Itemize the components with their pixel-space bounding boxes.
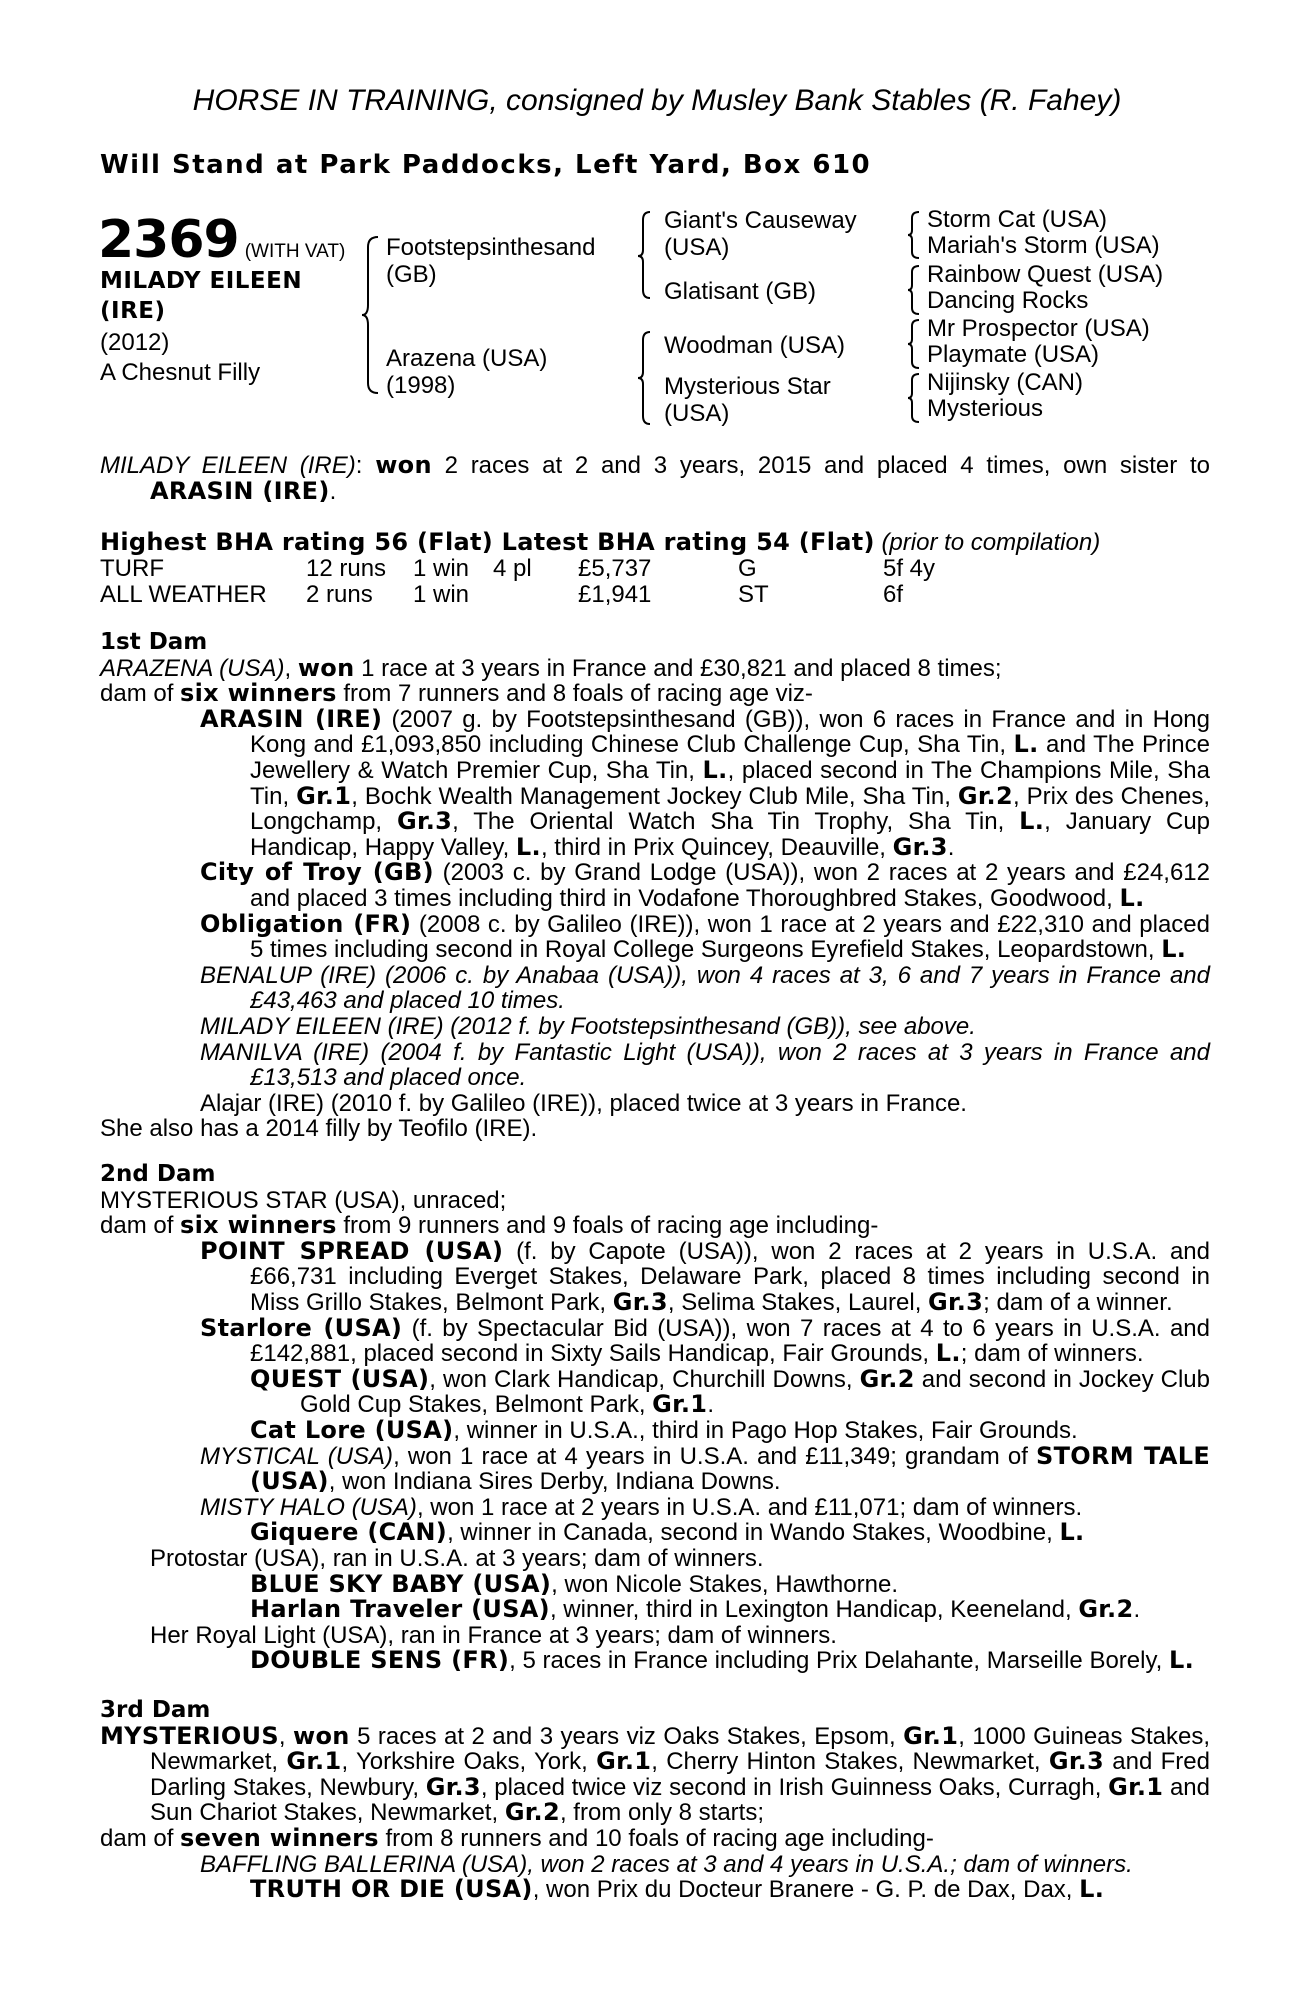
produce-her-royal-light: Her Royal Light (USA), ran in France at 3 years; dam of winners. (150, 1621, 837, 1649)
produce-blue-sky-baby: BLUE SKY BABY (USA), won Nicole Stakes, Hawthorne. (250, 1569, 898, 1598)
produce-alajar: Alajar (IRE) (2010 f. by Galileo (IRE)), placed twice at 3 years in France. (200, 1089, 967, 1117)
pedigree-gen3-2: Rainbow Quest (USA) (927, 261, 1164, 288)
third-dam-heading: 3rd Dam (100, 1697, 211, 1723)
pedigree-sire-dam: Glatisant (GB) (664, 278, 817, 305)
produce-manilva: MANILVA (IRE) (2004 f. by Fantastic Light (USA)), won 2 races at 3 years in France and £13,513 and placed once. (200, 1038, 1210, 1092)
lot-block (98, 210, 345, 270)
produce-protostar: Protostar (USA), ran in U.S.A. at 3 years; dam of winners. (150, 1544, 764, 1572)
produce-quest: QUEST (USA), won Clark Handicap, Churchill Downs, Gr.2 and second in Jockey Club Gold Cup Stakes, Belmont Park, Gr.1. (250, 1364, 1210, 1419)
ratings-row-turf: TURF 12 runs 1 win 4 pl £5,737 G 5f 4y (100, 554, 936, 582)
vat-note: (WITH VAT) (244, 241, 346, 262)
pedigree-brace-main (360, 235, 384, 395)
stand-location: Will Stand at Park Paddocks, Left Yard, Box 610 (100, 150, 872, 180)
produce-benalup: BENALUP (IRE) (2006 c. by Anabaa (USA)), won 4 races at 3, 6 and 7 years in France and £43,463 and placed 10 times. (200, 961, 1210, 1015)
produce-harlan-traveler: Harlan Traveler (USA), winner, third in Lexington Handicap, Keeneland, Gr.2. (250, 1595, 1141, 1624)
pedigree-gen3-5: Playmate (USA) (927, 341, 1100, 368)
produce-double-sens: DOUBLE SENS (FR), 5 races in France including Prix Delahante, Marseille Borely, L. (250, 1646, 1195, 1675)
produce-arasin: ARASIN (IRE) (2007 g. by Footstepsinthesand (GB)), won 6 races in France and in Hong Kong and £1,093,850 including Chinese Club Challenge Cup, Sha Tin, L. and The Prince Jewellery & Watch Premier Cup, Sha Tin, L., placed second in The Champions Mile, Sha Tin, Gr.1, Bochk Wealth Management Jockey Club Mile, Sha Tin, Gr.2, Prix des Chenes, Longchamp, Gr.3, The Oriental Watch Sha Tin Trophy, Sha Tin, L., January Cup Handicap, Happy Valley, L., third in Prix Quincey, Deauville, Gr.3. (200, 704, 1211, 861)
second-dam-section: 2nd Dam MYSTERIOUS STAR (USA), unraced; dam of six winners from 9 runners and 9 foals of racing age including- POINT SPREAD (USA) (f. by Capote (USA)), won 2 races at 2 years in U.S.A. and £66,731 including Everget Stakes, Delaware Park, placed 8 times including second in Miss Grillo Stakes, Belmont Park, Gr.3, Selima Stakes, Laurel, Gr.3; dam of a winner. Starlore (USA) (f. by Spectacular Bid (USA)), won 7 races at 4 to 6 years in U.S.A. and £142,881, placed second in Sixty Sails Handicap, Fair Grounds, L.; dam of winners. QUEST (USA), won Clark Handicap, Churchill Downs, Gr.2 and second in Jockey Club Gold Cup Stakes, Belmont Park, Gr.1. Cat Lore (USA), winner in U.S.A., third in Pago Hop Stakes, Fair Grounds. MYSTICAL (USA), won 1 race at 4 years in U.S.A. and £11,349; grandam of STORM TALE (USA), won Indiana Sires Derby, Indiana Downs. MISTY HALO (USA), won 1 race at 2 years in U.S.A. and £11,071; dam of winners. Giquere (CAN), winner in Canada, second in Wando Stakes, Woodbine, L. Protostar (USA), ran in U.S.A. at 3 years; dam of winners. BLUE SKY BABY (USA), won Nicole Stakes, Hawthorne. Harlan Traveler (USA), winner, third in Lexington Handicap, Keeneland, Gr.2. Her Royal Light (USA), ran in France at 3 years; dam of winners. DOUBLE SENS (FR), 5 races in France including Prix Delahante, Marseille Borely, L. (100, 1161, 1211, 1675)
ratings-block (100, 530, 1210, 608)
pedigree-gen3-7: Mysterious (927, 395, 1044, 422)
first-dam-heading: 1st Dam (100, 629, 208, 655)
lot-number: 2369 (98, 210, 239, 270)
pedigree-dam: Arazena (USA) (1998) (386, 345, 548, 399)
produce-mystical: MYSTICAL (USA), won 1 race at 4 years in U.S.A. and £11,349; grandam of STORM TALE (USA), won Indiana Sires Derby, Indiana Downs. (200, 1441, 1211, 1496)
ratings-note: (prior to compilation) (881, 529, 1101, 556)
pedigree-gen3-0: Storm Cat (USA) (927, 206, 1108, 233)
pedigree-brace-g3-1 (907, 210, 921, 260)
second-dam-heading: 2nd Dam (100, 1161, 216, 1187)
produce-baffling-ballerina: BAFFLING BALLERINA (USA), won 2 races at 3 and 4 years in U.S.A.; dam of winners. (200, 1850, 1133, 1878)
produce-milady: MILADY EILEEN (IRE) (2012 f. by Footstepsinthesand (GB)), see above. (200, 1012, 976, 1040)
first-dam-section: 1st Dam ARAZENA (USA), won 1 race at 3 years in France and £30,821 and placed 8 times; dam of six winners from 7 runners and 8 foals of racing age viz- ARASIN (IRE) (2007 g. by Footstepsinthesand (GB)), won 6 races in France and in Hong Kong and £1,093,850 including Chinese Club Challenge Cup, Sha Tin, L. and The Prince Jewellery & Watch Premier Cup, Sha Tin, L., placed second in The Champions Mile, Sha Tin, Gr.1, Bochk Wealth Management Jockey Club Mile, Sha Tin, Gr.2, Prix des Chenes, Longchamp, Gr.3, The Oriental Watch Sha Tin Trophy, Sha Tin, L., January Cup Handicap, Happy Valley, L., third in Prix Quincey, Deauville, Gr.3. City of Troy (GB) (2003 c. by Grand Lodge (USA)), won 2 races at 2 years and £24,612 and placed 3 times including third in Vodafone Thoroughbred Stakes, Goodwood, L. Obligation (FR) (2008 c. by Galileo (IRE)), won 1 race at 2 years and £22,310 and placed 5 times including second in Royal College Surgeons Eyrefield Stakes, Leopardstown, L. BENALUP (IRE) (2006 c. by Anabaa (USA)), won 4 races at 3, 6 and 7 years in France and £43,463 and placed 10 times. MILADY EILEEN (IRE) (2012 f. by Footstepsinthesand (GB)), see above. MANILVA (IRE) (2004 f. by Fantastic Light (USA)), won 2 races at 3 years in France and £13,513 and placed once. Alajar (IRE) (2010 f. by Galileo (IRE)), placed twice at 3 years in France. She also has a 2014 filly by Teofilo (IRE). (100, 629, 1211, 1143)
pedigree-gen3-4: Mr Prospector (USA) (927, 315, 1150, 342)
pedigree-brace-g3-3 (907, 318, 921, 370)
pedigree-brace-sire (636, 210, 654, 300)
ratings-table (100, 556, 935, 608)
produce-note: She also has a 2014 filly by Teofilo (IRE). (100, 1115, 538, 1143)
pedigree-sire: Footstepsinthesand (GB) (386, 234, 596, 288)
ratings-heading: Highest BHA rating 56 (Flat) Latest BHA rating 54 (Flat) (100, 528, 875, 556)
produce-starlore: Starlore (USA) (f. by Spectacular Bid (USA)), won 7 races at 4 to 6 years in U.S.A. and £142,881, placed second in Sixty Sails Handicap, Fair Grounds, L.; dam of winners. (200, 1313, 1210, 1368)
produce-obligation: Obligation (FR) (2008 c. by Galileo (IRE)), won 1 race at 2 years and £22,310 and placed 5 times including second in Royal College Surgeons Eyrefield Stakes, Leopardstown, L. (200, 909, 1211, 964)
produce-cat-lore: Cat Lore (USA), winner in U.S.A., third in Pago Hop Stakes, Fair Grounds. (250, 1415, 1078, 1444)
pedigree-gen3-6: Nijinsky (CAN) (927, 369, 1083, 396)
page-header: HORSE IN TRAINING, consigned by Musley Bank Stables (R. Fahey) (192, 84, 1122, 117)
pedigree-brace-dam (636, 330, 654, 426)
pedigree-brace-g3-2 (907, 264, 921, 316)
produce-city-of-troy: City of Troy (GB) (2003 c. by Grand Lodge (USA)), won 2 races at 2 years and £24,612 and placed 3 times including third in Vodafone Thoroughbred Stakes, Goodwood, L. (200, 858, 1211, 912)
horse-info (100, 328, 260, 388)
produce-misty-halo: MISTY HALO (USA), won 1 race at 2 years in U.S.A. and £11,071; dam of winners. (200, 1493, 1083, 1521)
pedigree-gen3-1: Mariah's Storm (USA) (927, 232, 1160, 259)
third-dam-record: MYSTERIOUS, won 5 races at 2 and 3 years viz Oaks Stakes, Epsom, Gr.1, 1000 Guineas Stakes, Newmarket, Gr.1, Yorkshire Oaks, York, Gr.1, Cherry Hinton Stakes, Newmarket, Gr.3 and Fred Darling Stakes, Newbury, Gr.3, placed twice viz second in Irish Guinness Oaks, Curragh, Gr.1 and Sun Chariot Stakes, Newmarket, Gr.2, from only 8 starts; (100, 1721, 1210, 1827)
pedigree-dam-dam: Mysterious Star (USA) (664, 373, 831, 427)
pedigree-dam-sire: Woodman (USA) (664, 332, 845, 359)
foaling-year: (2012) (100, 329, 170, 356)
horse-description: A Chesnut Filly (100, 359, 261, 386)
horse-name: MILADY EILEEN (IRE) (100, 268, 303, 324)
ratings-row-aw: ALL WEATHER 2 runs 1 win £1,941 ST 6f (100, 580, 904, 608)
pedigree-sire-sire: Giant's Causeway (USA) (664, 207, 857, 261)
third-dam-section: 3rd Dam MYSTERIOUS, won 5 races at 2 and 3 years viz Oaks Stakes, Epsom, Gr.1, 1000 Guineas Stakes, Newmarket, Gr.1, Yorkshire Oaks, York, Gr.1, Cherry Hinton Stakes, Newmarket, Gr.3 and Fred Darling Stakes, Newbury, Gr.3, placed twice viz second in Irish Guinness Oaks, Curragh, Gr.1 and Sun Chariot Stakes, Newmarket, Gr.2, from only 8 starts; dam of seven winners from 8 runners and 10 foals of racing age including- BAFFLING BALLERINA (USA), won 2 races at 3 and 4 years in U.S.A.; dam of winners. TRUTH OR DIE (USA), won Prix du Docteur Branere - G. P. de Dax, Dax, L. (100, 1697, 1210, 1904)
intro-paragraph: MILADY EILEEN (IRE): won 2 races at 2 and 3 years, 2015 and placed 4 times, own sister to ARASIN (IRE). (100, 451, 1211, 505)
produce-giquere: Giquere (CAN), winner in Canada, second in Wando Stakes, Woodbine, L. (250, 1518, 1085, 1547)
pedigree-gen3-3: Dancing Rocks (927, 287, 1089, 314)
produce-point-spread: POINT SPREAD (USA) (f. by Capote (USA)), won 2 races at 2 years in U.S.A. and £66,731 including Everget Stakes, Delaware Park, placed 8 times including second in Miss Grillo Stakes, Belmont Park, Gr.3, Selima Stakes, Laurel, Gr.3; dam of a winner. (200, 1236, 1210, 1316)
pedigree-brace-g3-4 (907, 372, 921, 424)
produce-truth-or-die: TRUTH OR DIE (USA), won Prix du Docteur Branere - G. P. de Dax, Dax, L. (250, 1875, 1105, 1904)
